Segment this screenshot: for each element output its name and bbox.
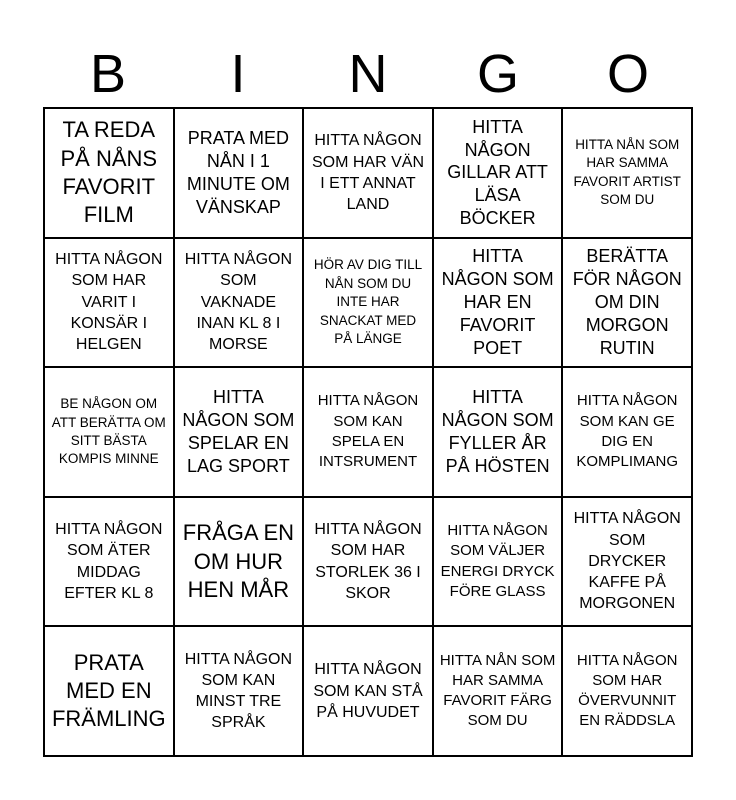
bingo-cell[interactable] [174, 238, 304, 368]
bingo-cell-text: BERÄTTA FÖR NÅGON OM DIN MORGON RUTIN [572, 246, 682, 358]
bingo-cell-text: HITTA NÅGON SOM HAR EN FAVORIT POET [441, 246, 554, 358]
bingo-cell-text: HITTA NÅGON SOM FYLLER ÅR PÅ HÖSTEN [441, 387, 554, 476]
bingo-cell[interactable] [44, 238, 174, 368]
bingo-cell-text: HÖR AV DIG TILL NÅN SOM DU INTE HAR SNACKAT MED PÅ LÄNGE [313, 257, 423, 346]
bingo-cell-text: HITTA NÅGON SOM VAKNADE INAN KL 8 I MORSE [184, 251, 293, 354]
bingo-cell-text: HITTA NÅGON SOM KAN GE DIG EN KOMPLIMANG [576, 392, 679, 471]
bingo-cell[interactable] [433, 626, 563, 756]
bingo-cell[interactable] [303, 108, 433, 238]
bingo-cell-text: HITTA NÅGON SOM VÄLJER ENERGI DRYCK FÖRE GLASS [440, 522, 555, 600]
bingo-cell-text: PRATA MED EN FRÄMLING [51, 649, 166, 732]
bingo-cell[interactable] [433, 367, 563, 497]
header-letter-g: G [476, 44, 519, 104]
bingo-cell-text: HITTA NÅGON SOM KAN SPELA EN INTSRUMENT [317, 392, 419, 471]
bingo-cell[interactable] [562, 367, 692, 497]
bingo-cell[interactable] [44, 497, 174, 627]
bingo-cell[interactable] [174, 497, 304, 627]
bingo-cell-text: FRÅGA EN OM HUR HEN MÅR [182, 520, 295, 602]
bingo-cell-text: HITTA NÅGON SOM DRYCKER KAFFE PÅ MORGONEN [573, 510, 681, 613]
bingo-cell[interactable] [562, 497, 692, 627]
bingo-cell[interactable] [44, 626, 174, 756]
header-letter-i: I [230, 44, 246, 104]
bingo-cell-text: HITTA NÅGON SOM ÄTER MIDDAG EFTER KL 8 [55, 521, 163, 602]
bingo-cell[interactable] [562, 238, 692, 368]
bingo-cell-text: HITTA NÅGON SOM HAR ÖVERVUNNIT EN RÄDDSLA [576, 651, 678, 730]
bingo-cell[interactable] [562, 626, 692, 756]
bingo-cell[interactable] [174, 367, 304, 497]
bingo-cell[interactable] [433, 497, 563, 627]
header-letter-o: O [606, 44, 649, 104]
bingo-cell[interactable] [303, 626, 433, 756]
bingo-cell[interactable] [174, 108, 304, 238]
bingo-cell[interactable] [44, 108, 174, 238]
bingo-cell[interactable] [174, 626, 304, 756]
bingo-cell[interactable] [303, 238, 433, 368]
bingo-cell[interactable] [562, 108, 692, 238]
bingo-grid [43, 107, 693, 757]
bingo-cell-text: BE NÅGON OM ATT BERÄTTA OM SITT BÄSTA KOMPIS MINNE [51, 396, 166, 467]
bingo-cell-text: HITTA NÅGON SOM HAR STORLEK 36 I SKOR [314, 521, 422, 602]
header-letter-n: N [348, 44, 388, 104]
bingo-cell[interactable] [44, 367, 174, 497]
bingo-cell-text: HITTA NÅGON GILLAR ATT LÄSA BÖCKER [447, 116, 548, 229]
bingo-cell-text: HITTA NÅN SOM HAR SAMMA FAVORIT FÄRG SOM DU [439, 651, 556, 730]
bingo-cell-text: HITTA NÅN SOM HAR SAMMA FAVORIT ARTIST SOM DU [573, 137, 681, 208]
bingo-cell[interactable] [433, 108, 563, 238]
bingo-cell-text: TA REDA PÅ NÅNS FAVORIT FILM [60, 117, 158, 227]
bingo-cell-text: HITTA NÅGON SOM KAN STÅ PÅ HUVUDET [313, 661, 423, 721]
bingo-cell-text: HITTA NÅGON SOM SPELAR EN LAG SPORT [182, 387, 295, 476]
bingo-cell[interactable] [433, 238, 563, 368]
bingo-cell[interactable] [303, 367, 433, 497]
header-letter-b: B [89, 44, 127, 104]
bingo-cell-text: HITTA NÅGON SOM HAR VARIT I KONSÄR I HELGEN [55, 251, 163, 354]
bingo-cell-text: HITTA NÅGON SOM HAR VÄN I ETT ANNAT LAND [311, 132, 424, 214]
bingo-header [43, 40, 693, 108]
bingo-cell-text: HITTA NÅGON SOM KAN MINST TRE SPRÅK [184, 650, 293, 732]
bingo-cell-text: PRATA MED NÅN I 1 MINUTE OM VÄNSKAP [186, 128, 290, 217]
bingo-cell[interactable] [303, 497, 433, 627]
